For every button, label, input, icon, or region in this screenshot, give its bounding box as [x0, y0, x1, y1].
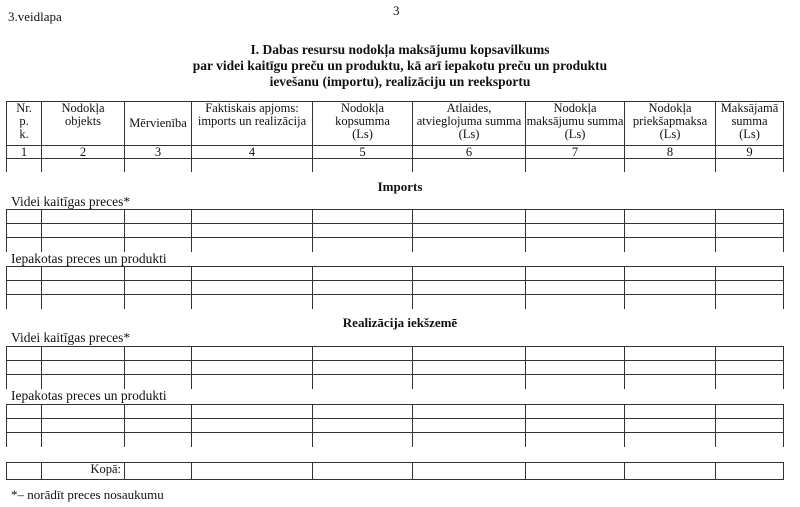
- table-cell[interactable]: [413, 281, 526, 295]
- table-cell[interactable]: [7, 267, 42, 281]
- page-number: 3: [393, 3, 400, 18]
- table-cell[interactable]: [192, 375, 313, 390]
- table-cell[interactable]: [192, 295, 313, 310]
- table-cell[interactable]: [526, 238, 625, 253]
- table-cell[interactable]: [42, 347, 125, 361]
- header-text: priekšapmaksa: [632, 114, 708, 128]
- table-cell[interactable]: [313, 281, 413, 295]
- header-text: Nodokļa: [340, 101, 385, 115]
- table-cell[interactable]: [716, 405, 784, 419]
- column-header-tax-object: [42, 102, 125, 146]
- table-cell[interactable]: [42, 405, 125, 419]
- table-row: [7, 224, 784, 238]
- table-cell[interactable]: [125, 267, 192, 281]
- column-number: 9: [716, 146, 784, 159]
- table-cell[interactable]: [526, 433, 625, 448]
- footnote: *– norādīt preces nosaukumu: [11, 487, 164, 502]
- table-cell[interactable]: [7, 463, 42, 480]
- table-cell[interactable]: [413, 375, 526, 390]
- header-text: objekts: [64, 114, 102, 128]
- table-cell[interactable]: [413, 347, 526, 361]
- table-cell[interactable]: [526, 159, 625, 173]
- header-text: atvieglojuma summa: [416, 114, 522, 128]
- table-cell[interactable]: [716, 238, 784, 253]
- table-cell[interactable]: [526, 267, 625, 281]
- table-cell[interactable]: [413, 295, 526, 310]
- column-number: 1: [7, 146, 42, 159]
- table-cell[interactable]: [625, 210, 716, 224]
- header-text: k.: [19, 127, 29, 141]
- table-cell[interactable]: [42, 361, 125, 375]
- column-number-row: [7, 146, 784, 159]
- imports-packaged-goods-table: [6, 266, 784, 309]
- table-cell[interactable]: [526, 281, 625, 295]
- table-cell[interactable]: [625, 159, 716, 173]
- table-cell[interactable]: [7, 347, 42, 361]
- header-text: (Ls): [739, 127, 760, 141]
- table-cell[interactable]: [7, 419, 42, 433]
- table-row: [7, 405, 784, 419]
- domestic-hazardous-goods-table: [6, 346, 784, 389]
- table-cell[interactable]: [716, 224, 784, 238]
- column-header-row: [7, 102, 784, 146]
- table-cell[interactable]: [7, 405, 42, 419]
- table-cell[interactable]: [625, 238, 716, 253]
- total-cell-unit[interactable]: [125, 463, 192, 480]
- table-row: [7, 295, 784, 310]
- domestic-packaged-goods-table: [6, 404, 784, 447]
- table-cell[interactable]: [313, 405, 413, 419]
- column-number: 3: [125, 146, 192, 159]
- table-cell[interactable]: [125, 159, 192, 173]
- table-cell[interactable]: [7, 361, 42, 375]
- table-cell[interactable]: [192, 267, 313, 281]
- table-cell[interactable]: [413, 210, 526, 224]
- column-header-tax-total: [313, 102, 413, 146]
- table-cell[interactable]: [42, 210, 125, 224]
- table-row: [7, 419, 784, 433]
- table-cell[interactable]: [125, 361, 192, 375]
- table-cell[interactable]: [413, 267, 526, 281]
- table-row: [7, 159, 784, 173]
- column-header-tax-payment: [526, 102, 625, 146]
- table-cell[interactable]: [192, 281, 313, 295]
- table-cell[interactable]: [716, 210, 784, 224]
- form-title-line-2: par videi kaitīgu preču un produktu, kā arī iepakotu preču un produktu: [192, 58, 608, 73]
- total-cell-discount[interactable]: [413, 463, 526, 480]
- table-cell[interactable]: [125, 238, 192, 253]
- table-cell[interactable]: [625, 405, 716, 419]
- table-row: [7, 347, 784, 361]
- table-cell[interactable]: [192, 224, 313, 238]
- table-row: [7, 433, 784, 448]
- table-cell[interactable]: [125, 281, 192, 295]
- form-title-line-3: ievešanu (importu), realizāciju un reeksportu: [269, 74, 531, 89]
- column-number: 5: [313, 146, 413, 159]
- table-cell[interactable]: [716, 159, 784, 173]
- table-cell[interactable]: [413, 405, 526, 419]
- column-header-nr: [7, 102, 42, 146]
- table-cell[interactable]: [526, 361, 625, 375]
- table-cell[interactable]: [7, 281, 42, 295]
- imports-hazardous-goods-table: [6, 209, 784, 252]
- table-cell[interactable]: [716, 419, 784, 433]
- column-number: 6: [413, 146, 526, 159]
- header-text: Nr.: [16, 101, 32, 115]
- column-number: 7: [526, 146, 625, 159]
- table-cell[interactable]: [625, 433, 716, 448]
- table-cell[interactable]: [716, 295, 784, 310]
- table-cell[interactable]: [625, 375, 716, 390]
- table-row: [7, 361, 784, 375]
- table-cell[interactable]: [42, 267, 125, 281]
- table-cell[interactable]: [192, 405, 313, 419]
- table-cell[interactable]: [192, 238, 313, 253]
- table-cell[interactable]: [413, 238, 526, 253]
- column-header-actual-volume: [192, 102, 313, 146]
- header-text: (Ls): [564, 127, 586, 141]
- header-text: p.: [19, 114, 29, 128]
- form-title-line-1: I. Dabas resursu nodokļa maksājumu kopsavilkums: [250, 42, 550, 57]
- column-number: 4: [192, 146, 313, 159]
- table-cell[interactable]: [125, 433, 192, 448]
- table-cell[interactable]: [192, 419, 313, 433]
- table-cell[interactable]: [7, 210, 42, 224]
- table-cell[interactable]: [313, 361, 413, 375]
- table-cell[interactable]: [625, 419, 716, 433]
- table-cell[interactable]: [192, 159, 313, 173]
- header-text: imports un realizācija: [197, 114, 307, 128]
- table-cell[interactable]: [313, 159, 413, 173]
- table-row: [7, 375, 784, 390]
- table-cell[interactable]: [313, 347, 413, 361]
- table-cell[interactable]: [413, 224, 526, 238]
- total-row: [7, 463, 784, 480]
- table-row: [7, 210, 784, 224]
- table-cell[interactable]: [42, 419, 125, 433]
- total-table: [6, 462, 784, 480]
- table-cell[interactable]: [42, 224, 125, 238]
- table-cell[interactable]: [526, 419, 625, 433]
- table-cell[interactable]: [313, 375, 413, 390]
- table-cell[interactable]: [625, 361, 716, 375]
- table-cell[interactable]: [625, 347, 716, 361]
- header-text: (Ls): [659, 127, 681, 141]
- header-text: (Ls): [352, 127, 373, 141]
- header-text: summa: [731, 114, 768, 128]
- header-text: Faktiskais apjoms:: [205, 101, 299, 115]
- table-cell[interactable]: [42, 433, 125, 448]
- table-cell[interactable]: [313, 295, 413, 310]
- table-cell[interactable]: [125, 224, 192, 238]
- table-cell[interactable]: [526, 375, 625, 390]
- total-cell-tax-payment[interactable]: [526, 463, 625, 480]
- group-label-hazardous-goods: Videi kaitīgas preces*: [11, 330, 131, 345]
- table-cell[interactable]: [192, 433, 313, 448]
- header-text: Nodokļa: [553, 101, 597, 115]
- table-cell[interactable]: [42, 238, 125, 253]
- header-text: Mērvienība: [129, 116, 187, 130]
- table-cell[interactable]: [125, 419, 192, 433]
- total-cell-amount-due[interactable]: [716, 463, 784, 480]
- group-label-packaged-goods: Iepakotas preces un produkti: [11, 388, 167, 403]
- table-cell[interactable]: [413, 433, 526, 448]
- header-text: maksājumu summa: [526, 114, 624, 128]
- table-cell[interactable]: [526, 224, 625, 238]
- table-cell[interactable]: [413, 419, 526, 433]
- table-cell[interactable]: [7, 295, 42, 310]
- table-cell[interactable]: [7, 159, 42, 173]
- table-row: [7, 238, 784, 253]
- table-row: [7, 267, 784, 281]
- column-header-table: [6, 101, 784, 172]
- table-row: [7, 281, 784, 295]
- table-cell[interactable]: [313, 267, 413, 281]
- table-cell[interactable]: [125, 405, 192, 419]
- table-cell[interactable]: [413, 361, 526, 375]
- table-cell[interactable]: [125, 347, 192, 361]
- table-cell[interactable]: [125, 375, 192, 390]
- total-cell-volume[interactable]: [192, 463, 313, 480]
- table-cell[interactable]: [313, 238, 413, 253]
- header-text: Atlaides,: [446, 101, 492, 115]
- table-cell[interactable]: [192, 347, 313, 361]
- table-cell[interactable]: [526, 295, 625, 310]
- column-header-discount: [413, 102, 526, 146]
- table-cell[interactable]: [716, 281, 784, 295]
- table-cell[interactable]: [526, 347, 625, 361]
- table-cell[interactable]: [716, 347, 784, 361]
- group-label-hazardous-goods: Videi kaitīgas preces*: [11, 194, 131, 209]
- header-text: Nodokļa: [648, 101, 692, 115]
- table-cell[interactable]: [125, 295, 192, 310]
- table-cell[interactable]: [313, 210, 413, 224]
- table-cell[interactable]: [313, 224, 413, 238]
- table-cell[interactable]: [42, 159, 125, 173]
- table-cell[interactable]: [192, 210, 313, 224]
- header-text: Nodokļa: [61, 101, 105, 115]
- column-number: 8: [625, 146, 716, 159]
- total-label: Kopā:: [42, 463, 125, 480]
- section-title-imports: Imports: [377, 179, 423, 194]
- table-cell[interactable]: [313, 433, 413, 448]
- table-cell[interactable]: [7, 433, 42, 448]
- table-cell[interactable]: [716, 267, 784, 281]
- table-cell[interactable]: [625, 267, 716, 281]
- column-header-prepayment: [625, 102, 716, 146]
- total-cell-tax-total[interactable]: [313, 463, 413, 480]
- table-cell[interactable]: [625, 224, 716, 238]
- total-cell-prepayment[interactable]: [625, 463, 716, 480]
- table-cell[interactable]: [625, 281, 716, 295]
- table-cell[interactable]: [7, 238, 42, 253]
- header-text: Maksājamā: [720, 101, 779, 115]
- table-cell[interactable]: [716, 375, 784, 390]
- header-text: (Ls): [458, 127, 480, 141]
- table-cell[interactable]: [192, 361, 313, 375]
- column-header-amount-due: [716, 102, 784, 146]
- table-cell[interactable]: [526, 405, 625, 419]
- table-cell[interactable]: [716, 433, 784, 448]
- table-cell[interactable]: [125, 210, 192, 224]
- table-cell[interactable]: [526, 210, 625, 224]
- table-cell[interactable]: [42, 375, 125, 390]
- table-cell[interactable]: [625, 295, 716, 310]
- header-text: kopsumma: [335, 114, 390, 128]
- table-cell[interactable]: [716, 361, 784, 375]
- column-header-unit: [125, 102, 192, 146]
- table-cell[interactable]: [413, 159, 526, 173]
- table-cell[interactable]: [313, 419, 413, 433]
- table-cell[interactable]: [7, 375, 42, 390]
- column-number: 2: [42, 146, 125, 159]
- group-label-packaged-goods: Iepakotas preces un produkti: [11, 251, 167, 266]
- table-cell[interactable]: [7, 224, 42, 238]
- section-title-domestic-sales: Realizācija iekšzemē: [342, 315, 458, 330]
- form-identifier: 3.veidlapa: [8, 9, 62, 24]
- table-cell[interactable]: [42, 295, 125, 310]
- table-cell[interactable]: [42, 281, 125, 295]
